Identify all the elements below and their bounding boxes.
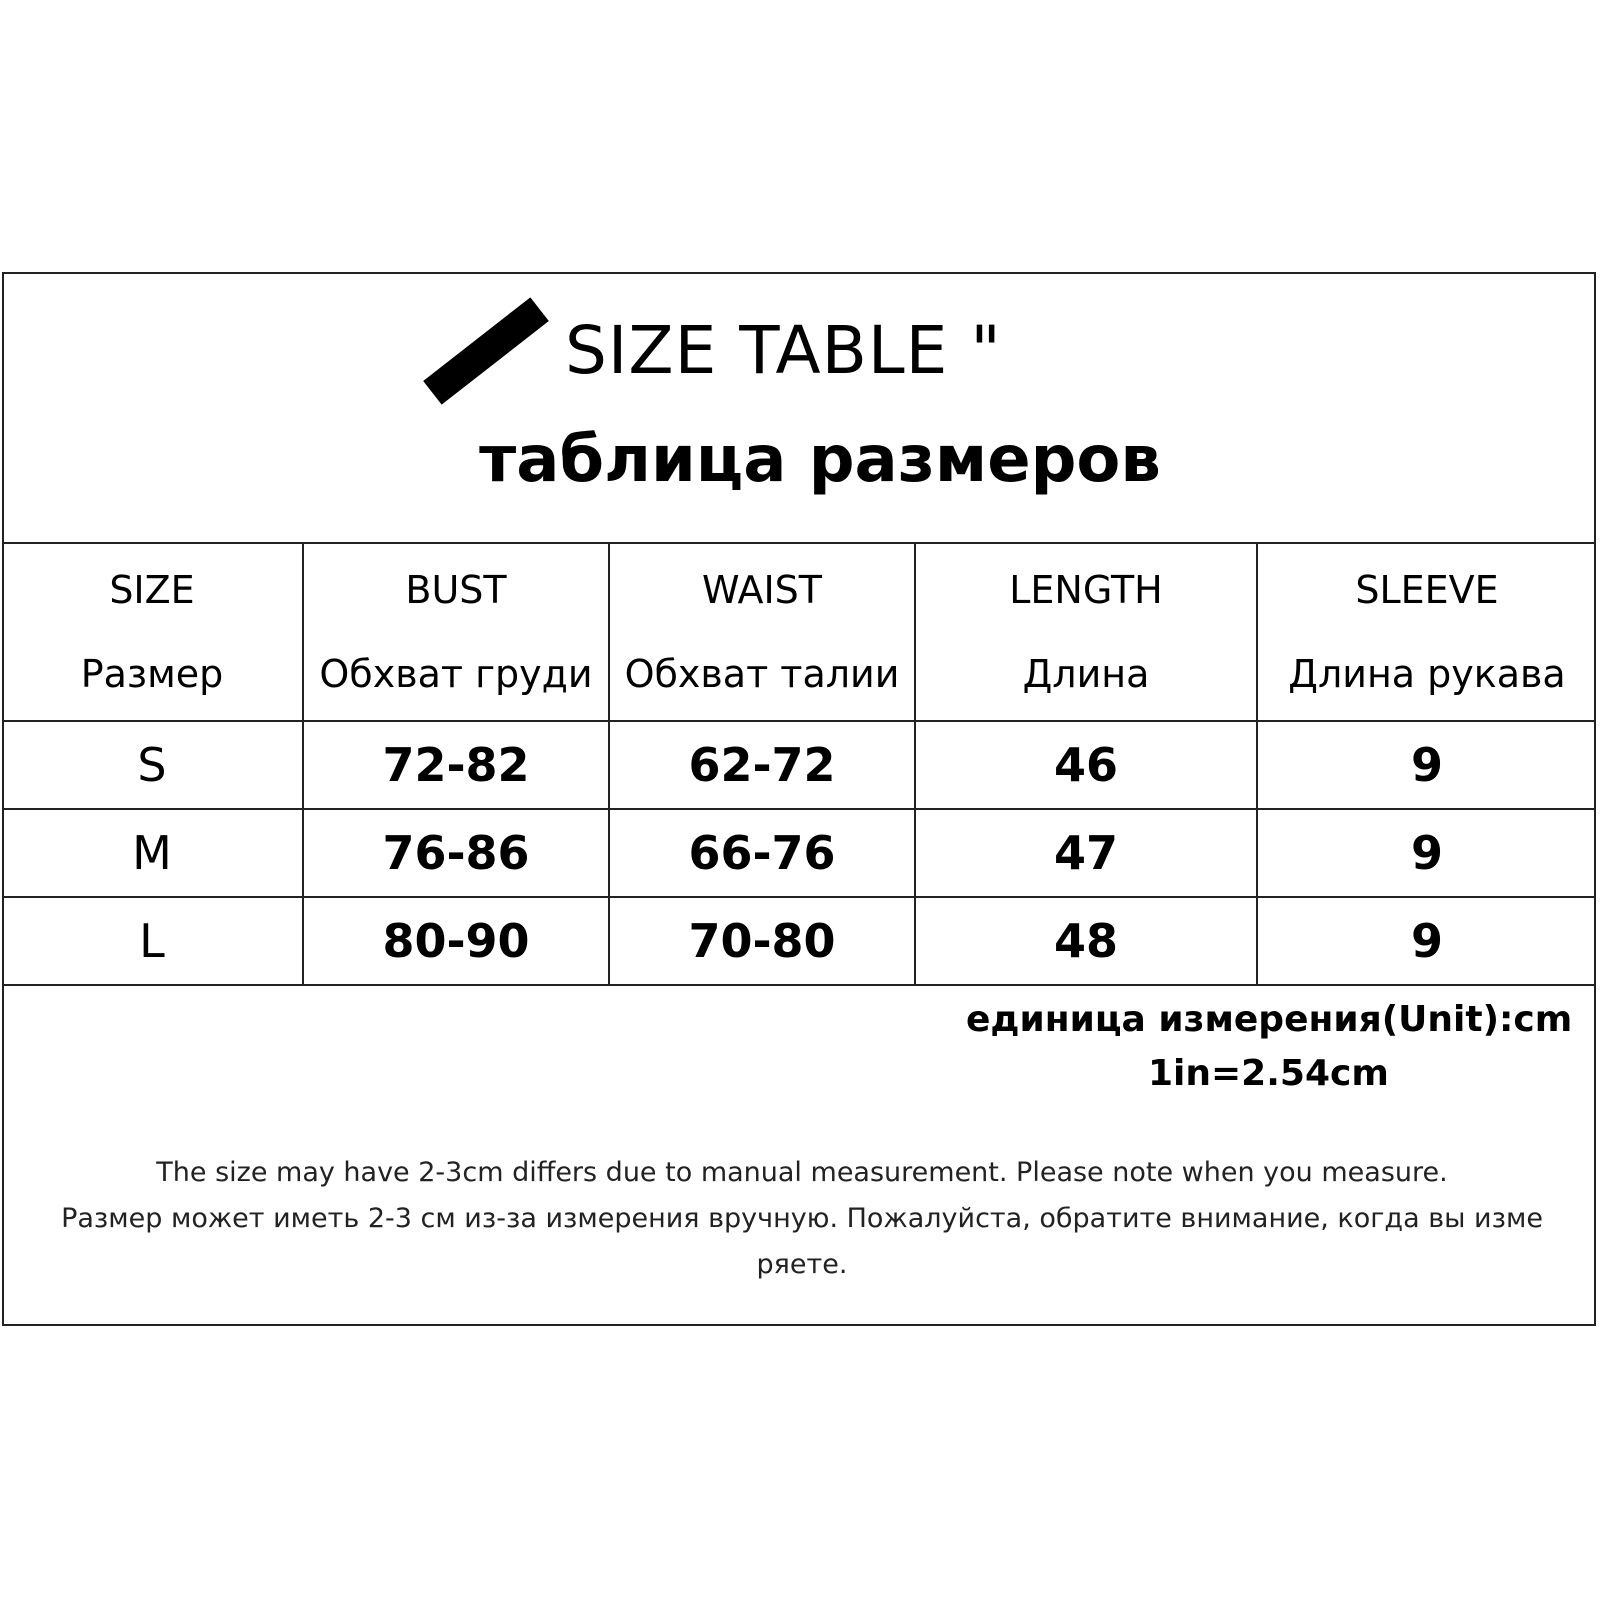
header-label-ru: Длина рукава	[1288, 652, 1566, 696]
waist-cell: 70-80	[609, 897, 915, 985]
header-label-ru: Обхват груди	[319, 652, 593, 696]
length-cell: 47	[915, 809, 1257, 897]
table-header-row	[2, 543, 1596, 721]
header-label-en: BUST	[405, 568, 507, 612]
header-label-en: LENGTH	[1009, 568, 1163, 612]
length-cell: 46	[915, 721, 1257, 809]
size-table	[2, 542, 1596, 986]
header-waist	[609, 543, 915, 721]
header-length	[915, 543, 1257, 721]
size-cell: S	[2, 721, 303, 809]
unit-label: единица измерения(Unit):cm	[966, 999, 1573, 1040]
header-label-ru: Размер	[80, 652, 224, 696]
header-label-en: SIZE	[109, 568, 195, 612]
note-russian: Размер может иметь 2-3 см из-за измерения вручную. Пожалуйста, обратите внимание, когда вы изме ряете.	[61, 1203, 1543, 1280]
conversion-label: 1in=2.54cm	[1148, 1053, 1389, 1094]
bust-cell: 80-90	[303, 897, 609, 985]
sleeve-cell: 9	[1257, 721, 1596, 809]
header-label-ru: Длина	[1022, 652, 1150, 696]
note-english: The size may have 2-3cm differs due to manual measurement. Please note when you measure.	[156, 1157, 1448, 1188]
title-english: SIZE TABLE "	[565, 312, 1002, 389]
size-cell: M	[2, 809, 303, 897]
sleeve-cell: 9	[1257, 897, 1596, 985]
waist-cell: 66-76	[609, 809, 915, 897]
header-sleeve	[1257, 543, 1596, 721]
sleeve-cell: 9	[1257, 809, 1596, 897]
measurement-notes	[20, 1150, 1584, 1288]
title-russian: таблица размеров	[479, 423, 1161, 497]
bust-cell: 76-86	[303, 809, 609, 897]
table-row	[2, 897, 1596, 985]
waist-cell: 62-72	[609, 721, 915, 809]
header-label-en: SLEEVE	[1355, 568, 1499, 612]
bust-cell: 72-82	[303, 721, 609, 809]
table-row	[2, 809, 1596, 897]
header-label-en: WAIST	[701, 568, 823, 612]
header-size	[2, 543, 303, 721]
size-cell: L	[2, 897, 303, 985]
header-bust	[303, 543, 609, 721]
header-label-ru: Обхват талии	[624, 652, 900, 696]
table-row	[2, 721, 1596, 809]
length-cell: 48	[915, 897, 1257, 985]
